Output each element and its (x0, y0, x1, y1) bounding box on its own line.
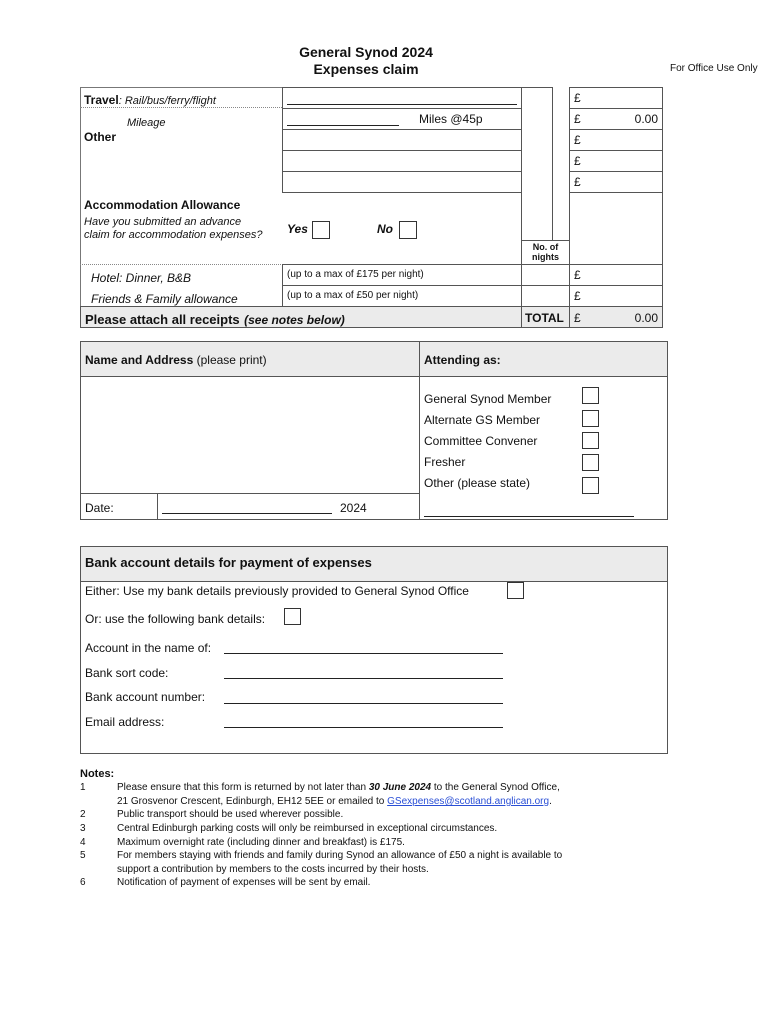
account-number-field[interactable] (224, 703, 503, 704)
currency-symbol: £ (574, 268, 581, 282)
committee-convener-checkbox[interactable] (582, 432, 599, 449)
receipts-text: Please attach all receipts (85, 312, 240, 327)
page-subtitle: Expenses claim (313, 61, 419, 77)
total-label: TOTAL (525, 311, 564, 325)
sort-code-label: Bank sort code: (85, 666, 169, 680)
receipts-text-group (85, 311, 345, 329)
note-4-number: 4 (80, 837, 86, 848)
currency-symbol: £ (574, 91, 581, 105)
note-5-line1: For members staying with friends and family during Synod an allowance of £50 a night is available to (117, 850, 563, 861)
other-amount-3[interactable] (569, 171, 663, 193)
name-address-input[interactable] (82, 378, 418, 492)
bank-option-either: Either: Use my bank details previously provided to General Synod Office (85, 584, 469, 598)
currency-symbol: £ (574, 289, 581, 303)
hotel-note: (up to a max of £175 per night) (287, 269, 424, 280)
page-title: General Synod 2024 (299, 44, 433, 60)
option-other: Other (please state) (424, 476, 531, 490)
attendee-vertical-divider (419, 342, 420, 519)
yes-label: Yes (287, 222, 308, 236)
note-1-line1 (117, 782, 560, 793)
travel-amount[interactable] (569, 87, 663, 109)
currency-symbol: £ (574, 112, 581, 126)
note-5-number: 5 (80, 850, 86, 861)
travel-description-field[interactable] (282, 87, 522, 109)
other-state-field[interactable] (424, 516, 634, 517)
no-label: No (377, 222, 393, 236)
other-amount-2[interactable] (569, 150, 663, 172)
general-synod-member-checkbox[interactable] (582, 387, 599, 404)
currency-symbol: £ (574, 154, 581, 168)
currency-symbol: £ (574, 175, 581, 189)
note-4-text: Maximum overnight rate (including dinner and breakfast) is £175. (117, 837, 405, 848)
hotel-nights-field[interactable] (521, 264, 570, 286)
account-number-label: Bank account number: (85, 690, 206, 704)
account-name-field[interactable] (224, 653, 503, 654)
mileage-field[interactable] (282, 108, 522, 130)
note-5-line2: support a contribution by members to the costs incurred by their hosts. (117, 864, 429, 875)
right-frame-line (662, 192, 663, 264)
nights-header-line2: nights (532, 252, 559, 262)
name-address-heading: Name and Address (85, 353, 194, 367)
note-2-number: 2 (80, 809, 86, 820)
advance-question-line2: claim for accommodation expenses? (84, 229, 263, 241)
bank-option-or: Or: use the following bank details: (85, 612, 266, 626)
note-1-line2 (117, 796, 552, 807)
note-2-text: Public transport should be used wherever possible. (117, 809, 344, 820)
other-label: Other (84, 130, 117, 144)
friends-amount[interactable] (569, 285, 663, 307)
other-field-3[interactable] (282, 171, 522, 193)
note-3-number: 3 (80, 823, 86, 834)
date-field[interactable] (162, 513, 332, 514)
note-1-text-a: Please ensure that this form is returned by not later than (117, 782, 369, 793)
nights-column-top (521, 87, 553, 241)
other-field-1[interactable] (282, 129, 522, 151)
hotel-amount[interactable] (569, 264, 663, 286)
nights-header-line1: No. of (532, 242, 559, 252)
total-label-cell (521, 306, 570, 328)
currency-symbol: £ (574, 133, 581, 147)
other-field-2[interactable] (282, 150, 522, 172)
friends-note: (up to a max of £50 per night) (287, 290, 419, 301)
receipts-note: (see notes below) (244, 313, 345, 327)
hotel-note-cell (282, 264, 522, 286)
friends-label: Friends & Family allowance (91, 292, 238, 306)
bank-heading: Bank account details for payment of expenses (85, 555, 372, 570)
note-1-number: 1 (80, 782, 86, 793)
no-checkbox[interactable] (399, 221, 417, 239)
note-6-text: Notification of payment of expenses will be sent by email. (117, 877, 371, 888)
yes-checkbox[interactable] (312, 221, 330, 239)
option-committee-convener: Committee Convener (424, 434, 538, 448)
sort-code-field[interactable] (224, 678, 503, 679)
email-label: Email address: (85, 715, 165, 729)
name-address-hint: (please print) (196, 353, 267, 367)
fresher-checkbox[interactable] (582, 454, 599, 471)
note-3-text: Central Edinburgh parking costs will only be reimbursed in exceptional circumstances. (117, 823, 498, 834)
travel-label: Travel (84, 93, 119, 107)
office-use-note: For Office Use Only (670, 63, 758, 74)
expenses-email-link[interactable]: GSexpenses@scotland.anglican.org (387, 796, 550, 807)
option-fresher: Fresher (424, 455, 466, 469)
option-general-synod-member: General Synod Member (424, 392, 552, 406)
mileage-rate: Miles @45p (419, 112, 483, 126)
notes-heading: Notes: (80, 768, 115, 780)
alternate-gs-member-checkbox[interactable] (582, 410, 599, 427)
note-1-text-d: . (549, 796, 552, 807)
other-checkbox[interactable] (582, 477, 599, 494)
travel-label-group (84, 93, 216, 107)
use-previous-details-checkbox[interactable] (507, 582, 524, 599)
date-row-divider (157, 494, 158, 519)
receipts-row (80, 306, 522, 328)
date-row-top (81, 493, 419, 494)
mileage-amount-value: 0.00 (634, 112, 658, 126)
attendee-header-divider (81, 376, 667, 377)
use-new-details-checkbox[interactable] (284, 608, 301, 625)
total-currency: £ (574, 311, 581, 325)
nights-header (521, 240, 570, 265)
account-name-label: Account in the name of: (85, 641, 212, 655)
note-1-text-b: to the General Synod Office, (431, 782, 560, 793)
bank-header-divider (81, 581, 667, 582)
name-address-heading-group (85, 353, 267, 367)
email-field[interactable] (224, 727, 503, 728)
expenses-top-line (80, 87, 282, 88)
mileage-label: Mileage (127, 117, 166, 129)
note-1-text-c: 21 Grosvenor Crescent, Edinburgh, EH12 5EE or emailed to (117, 796, 388, 807)
option-alternate-gs-member: Alternate GS Member (424, 413, 541, 427)
accommodation-heading: Accommodation Allowance (84, 198, 241, 212)
travel-detail: : Rail/bus/ferry/flight (118, 95, 216, 107)
other-amount-1[interactable] (569, 129, 663, 151)
advance-question-line1: Have you submitted an advance (84, 216, 242, 228)
total-amount-value: 0.00 (634, 311, 658, 325)
date-year: 2024 (340, 501, 367, 515)
total-amount[interactable] (569, 306, 663, 328)
expenses-left-frame (80, 87, 81, 327)
friends-note-cell (282, 285, 522, 307)
note-1-deadline: 30 June 2024 (368, 782, 432, 793)
note-6-number: 6 (80, 877, 86, 888)
hotel-label: Hotel: Dinner, B&B (91, 271, 192, 285)
friends-nights-field[interactable] (521, 285, 570, 307)
attending-as-heading: Attending as: (424, 353, 501, 367)
travel-dotted-line (80, 107, 282, 108)
mileage-amount[interactable] (569, 108, 663, 130)
date-label: Date: (85, 501, 114, 515)
